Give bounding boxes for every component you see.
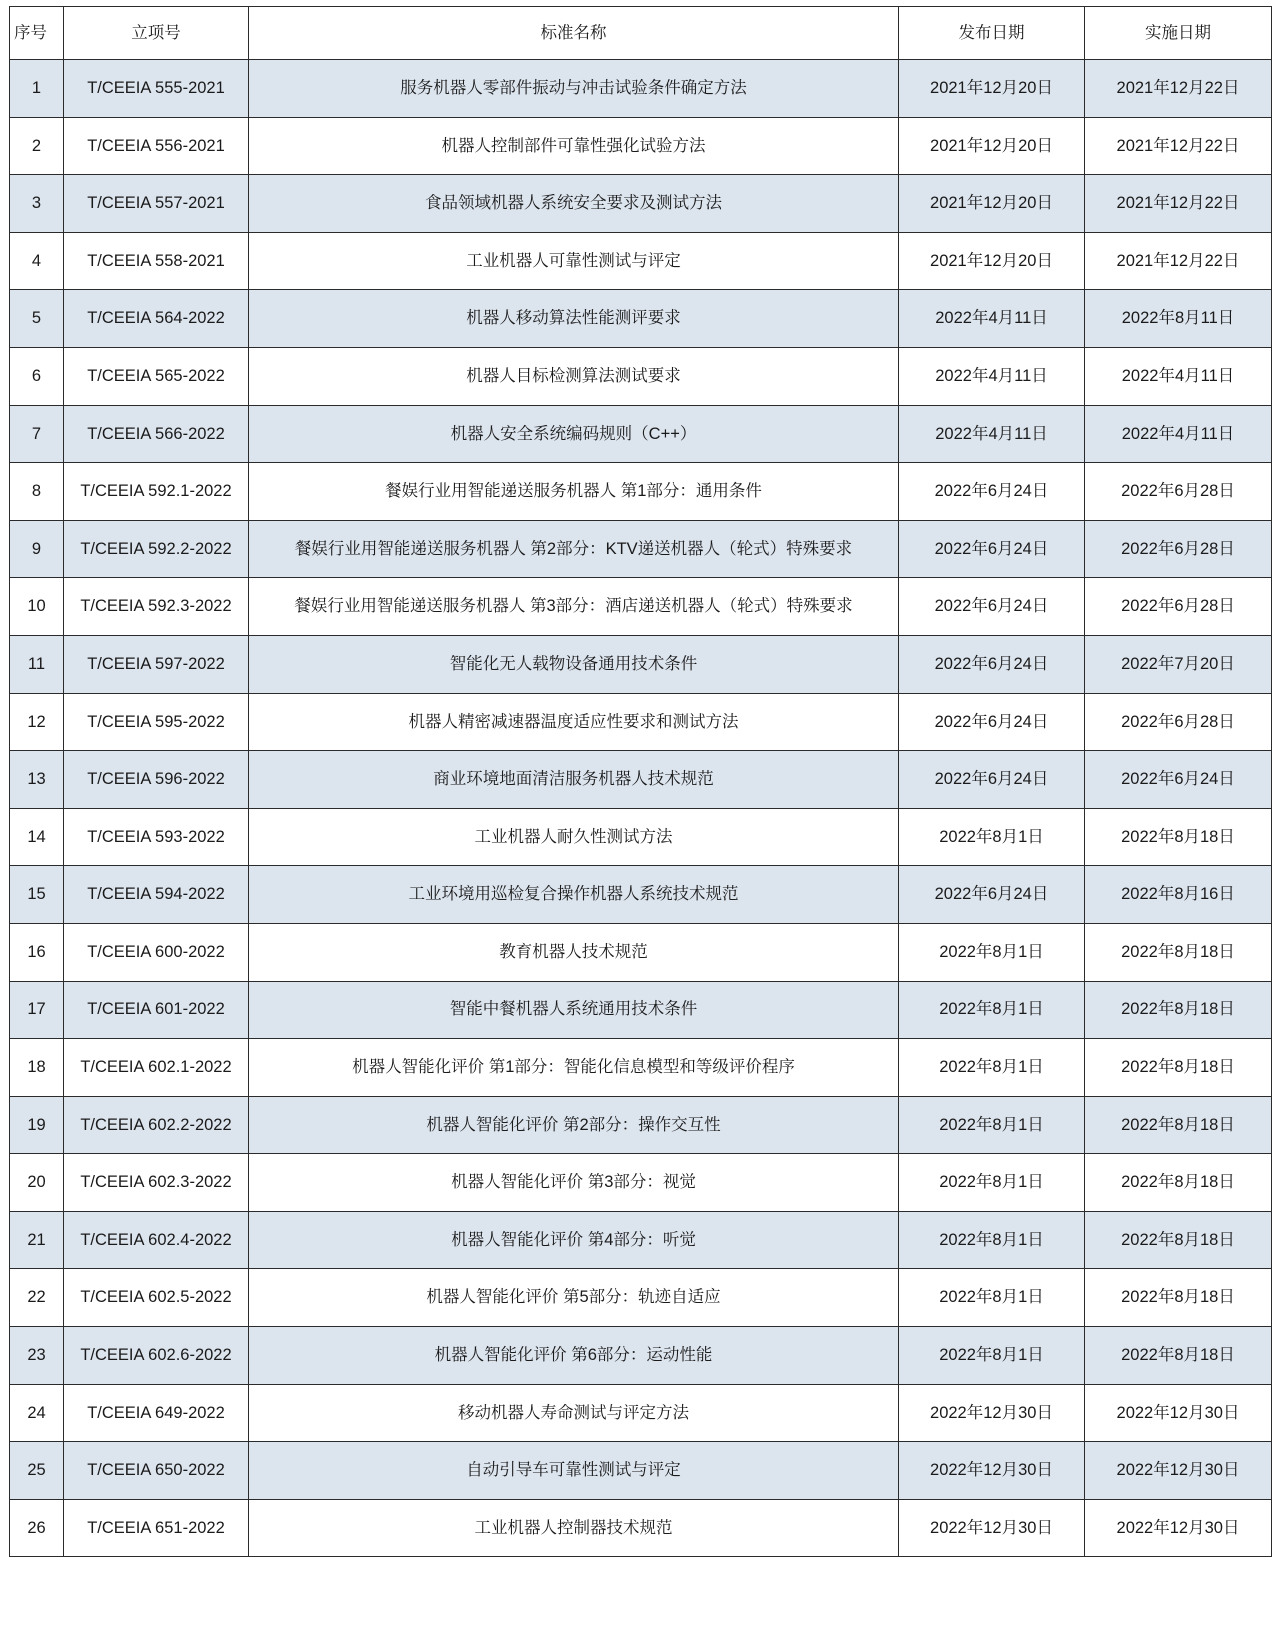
cell-code: T/CEEIA 602.3-2022 [64,1154,249,1212]
cell-published: 2022年8月1日 [899,1211,1085,1269]
cell-effective: 2022年8月18日 [1085,1327,1272,1385]
cell-published: 2022年4月11日 [899,347,1085,405]
cell-effective: 2022年6月28日 [1085,693,1272,751]
cell-code: T/CEEIA 602.4-2022 [64,1211,249,1269]
table-row [10,693,1272,751]
cell-index: 22 [10,1269,64,1327]
cell-index: 26 [10,1499,64,1557]
cell-index: 10 [10,578,64,636]
cell-code: T/CEEIA 565-2022 [64,347,249,405]
cell-effective: 2022年8月18日 [1085,1154,1272,1212]
cell-index: 9 [10,520,64,578]
table-row [10,1442,1272,1500]
table-row [10,1039,1272,1097]
cell-effective: 2022年12月30日 [1085,1442,1272,1500]
table-body [10,60,1272,1557]
cell-effective: 2022年8月18日 [1085,1269,1272,1327]
cell-name: 机器人智能化评价 第3部分：视觉 [249,1154,899,1212]
table-row [10,578,1272,636]
column-header-index: 序号 [10,7,64,60]
cell-code: T/CEEIA 602.6-2022 [64,1327,249,1385]
cell-published: 2022年12月30日 [899,1384,1085,1442]
cell-published: 2022年4月11日 [899,290,1085,348]
cell-effective: 2022年6月28日 [1085,578,1272,636]
table-row [10,405,1272,463]
table-row [10,347,1272,405]
table-row [10,232,1272,290]
cell-effective: 2022年8月18日 [1085,1211,1272,1269]
table-row [10,1499,1272,1557]
table-row [10,635,1272,693]
cell-code: T/CEEIA 595-2022 [64,693,249,751]
cell-name: 机器人智能化评价 第2部分：操作交互性 [249,1096,899,1154]
cell-index: 21 [10,1211,64,1269]
cell-published: 2022年8月1日 [899,808,1085,866]
cell-effective: 2021年12月22日 [1085,60,1272,118]
cell-index: 17 [10,981,64,1039]
table-row [10,60,1272,118]
cell-code: T/CEEIA 566-2022 [64,405,249,463]
cell-published: 2022年8月1日 [899,1096,1085,1154]
cell-published: 2021年12月20日 [899,60,1085,118]
cell-published: 2022年12月30日 [899,1499,1085,1557]
cell-code: T/CEEIA 592.1-2022 [64,463,249,521]
cell-code: T/CEEIA 592.2-2022 [64,520,249,578]
cell-effective: 2022年8月18日 [1085,1096,1272,1154]
cell-published: 2022年12月30日 [899,1442,1085,1500]
cell-code: T/CEEIA 651-2022 [64,1499,249,1557]
cell-code: T/CEEIA 564-2022 [64,290,249,348]
cell-effective: 2022年8月11日 [1085,290,1272,348]
cell-index: 5 [10,290,64,348]
cell-index: 12 [10,693,64,751]
cell-effective: 2022年6月24日 [1085,751,1272,809]
cell-code: T/CEEIA 556-2021 [64,117,249,175]
table-header-row [10,7,1272,60]
cell-effective: 2021年12月22日 [1085,117,1272,175]
cell-name: 服务机器人零部件振动与冲击试验条件确定方法 [249,60,899,118]
cell-name: 工业机器人可靠性测试与评定 [249,232,899,290]
cell-published: 2022年6月24日 [899,751,1085,809]
cell-published: 2021年12月20日 [899,117,1085,175]
cell-code: T/CEEIA 592.3-2022 [64,578,249,636]
cell-effective: 2022年8月18日 [1085,981,1272,1039]
cell-effective: 2022年8月18日 [1085,808,1272,866]
table-row [10,981,1272,1039]
table-row [10,1269,1272,1327]
table-row [10,463,1272,521]
cell-name: 工业环境用巡检复合操作机器人系统技术规范 [249,866,899,924]
cell-published: 2022年8月1日 [899,1154,1085,1212]
cell-name: 智能化无人载物设备通用技术条件 [249,635,899,693]
cell-name: 自动引导车可靠性测试与评定 [249,1442,899,1500]
cell-published: 2022年6月24日 [899,693,1085,751]
cell-index: 8 [10,463,64,521]
column-header-effective: 实施日期 [1085,7,1272,60]
cell-code: T/CEEIA 602.5-2022 [64,1269,249,1327]
table-row [10,923,1272,981]
cell-name: 机器人目标检测算法测试要求 [249,347,899,405]
table-row [10,290,1272,348]
cell-code: T/CEEIA 649-2022 [64,1384,249,1442]
cell-name: 机器人控制部件可靠性强化试验方法 [249,117,899,175]
cell-index: 4 [10,232,64,290]
cell-index: 23 [10,1327,64,1385]
cell-name: 机器人智能化评价 第4部分：听觉 [249,1211,899,1269]
cell-effective: 2022年6月28日 [1085,463,1272,521]
cell-published: 2022年6月24日 [899,520,1085,578]
table-row [10,117,1272,175]
cell-code: T/CEEIA 593-2022 [64,808,249,866]
table-row [10,866,1272,924]
cell-effective: 2022年4月11日 [1085,405,1272,463]
cell-effective: 2021年12月22日 [1085,232,1272,290]
cell-effective: 2022年8月18日 [1085,1039,1272,1097]
cell-index: 25 [10,1442,64,1500]
cell-name: 餐娱行业用智能递送服务机器人 第3部分：酒店递送机器人（轮式）特殊要求 [249,578,899,636]
cell-index: 1 [10,60,64,118]
column-header-code: 立项号 [64,7,249,60]
cell-code: T/CEEIA 600-2022 [64,923,249,981]
cell-name: 餐娱行业用智能递送服务机器人 第2部分：KTV递送机器人（轮式）特殊要求 [249,520,899,578]
cell-index: 13 [10,751,64,809]
cell-code: T/CEEIA 596-2022 [64,751,249,809]
cell-name: 机器人安全系统编码规则（C++） [249,405,899,463]
table-row [10,1327,1272,1385]
cell-name: 机器人智能化评价 第6部分：运动性能 [249,1327,899,1385]
cell-name: 机器人移动算法性能测评要求 [249,290,899,348]
cell-index: 7 [10,405,64,463]
table-row [10,175,1272,233]
cell-code: T/CEEIA 602.2-2022 [64,1096,249,1154]
standards-table [9,6,1272,1557]
cell-name: 教育机器人技术规范 [249,923,899,981]
cell-name: 工业机器人耐久性测试方法 [249,808,899,866]
cell-published: 2022年8月1日 [899,1327,1085,1385]
cell-index: 20 [10,1154,64,1212]
cell-code: T/CEEIA 650-2022 [64,1442,249,1500]
cell-published: 2021年12月20日 [899,175,1085,233]
cell-name: 智能中餐机器人系统通用技术条件 [249,981,899,1039]
cell-index: 14 [10,808,64,866]
cell-index: 19 [10,1096,64,1154]
cell-index: 3 [10,175,64,233]
cell-name: 工业机器人控制器技术规范 [249,1499,899,1557]
cell-effective: 2022年12月30日 [1085,1499,1272,1557]
cell-published: 2022年8月1日 [899,923,1085,981]
table-row [10,751,1272,809]
cell-index: 24 [10,1384,64,1442]
cell-name: 餐娱行业用智能递送服务机器人 第1部分：通用条件 [249,463,899,521]
cell-name: 食品领域机器人系统安全要求及测试方法 [249,175,899,233]
cell-index: 18 [10,1039,64,1097]
cell-index: 2 [10,117,64,175]
cell-index: 15 [10,866,64,924]
cell-published: 2022年6月24日 [899,866,1085,924]
cell-code: T/CEEIA 601-2022 [64,981,249,1039]
table-row [10,520,1272,578]
cell-code: T/CEEIA 597-2022 [64,635,249,693]
cell-published: 2021年12月20日 [899,232,1085,290]
cell-published: 2022年8月1日 [899,1039,1085,1097]
cell-published: 2022年6月24日 [899,578,1085,636]
cell-published: 2022年4月11日 [899,405,1085,463]
cell-name: 移动机器人寿命测试与评定方法 [249,1384,899,1442]
cell-effective: 2022年12月30日 [1085,1384,1272,1442]
cell-published: 2022年6月24日 [899,463,1085,521]
table-row [10,1096,1272,1154]
cell-effective: 2022年6月28日 [1085,520,1272,578]
cell-name: 机器人精密减速器温度适应性要求和测试方法 [249,693,899,751]
cell-code: T/CEEIA 602.1-2022 [64,1039,249,1097]
cell-published: 2022年6月24日 [899,635,1085,693]
cell-code: T/CEEIA 558-2021 [64,232,249,290]
cell-effective: 2022年8月16日 [1085,866,1272,924]
column-header-published: 发布日期 [899,7,1085,60]
cell-effective: 2021年12月22日 [1085,175,1272,233]
cell-name: 商业环境地面清洁服务机器人技术规范 [249,751,899,809]
table-row [10,1211,1272,1269]
cell-effective: 2022年4月11日 [1085,347,1272,405]
table-row [10,1154,1272,1212]
cell-name: 机器人智能化评价 第1部分：智能化信息模型和等级评价程序 [249,1039,899,1097]
cell-published: 2022年8月1日 [899,1269,1085,1327]
cell-index: 6 [10,347,64,405]
table-row [10,1384,1272,1442]
cell-index: 11 [10,635,64,693]
cell-code: T/CEEIA 594-2022 [64,866,249,924]
cell-effective: 2022年8月18日 [1085,923,1272,981]
cell-name: 机器人智能化评价 第5部分：轨迹自适应 [249,1269,899,1327]
cell-index: 16 [10,923,64,981]
cell-published: 2022年8月1日 [899,981,1085,1039]
cell-effective: 2022年7月20日 [1085,635,1272,693]
cell-code: T/CEEIA 557-2021 [64,175,249,233]
cell-code: T/CEEIA 555-2021 [64,60,249,118]
column-header-name: 标准名称 [249,7,899,60]
table-header [10,7,1272,60]
table-row [10,808,1272,866]
